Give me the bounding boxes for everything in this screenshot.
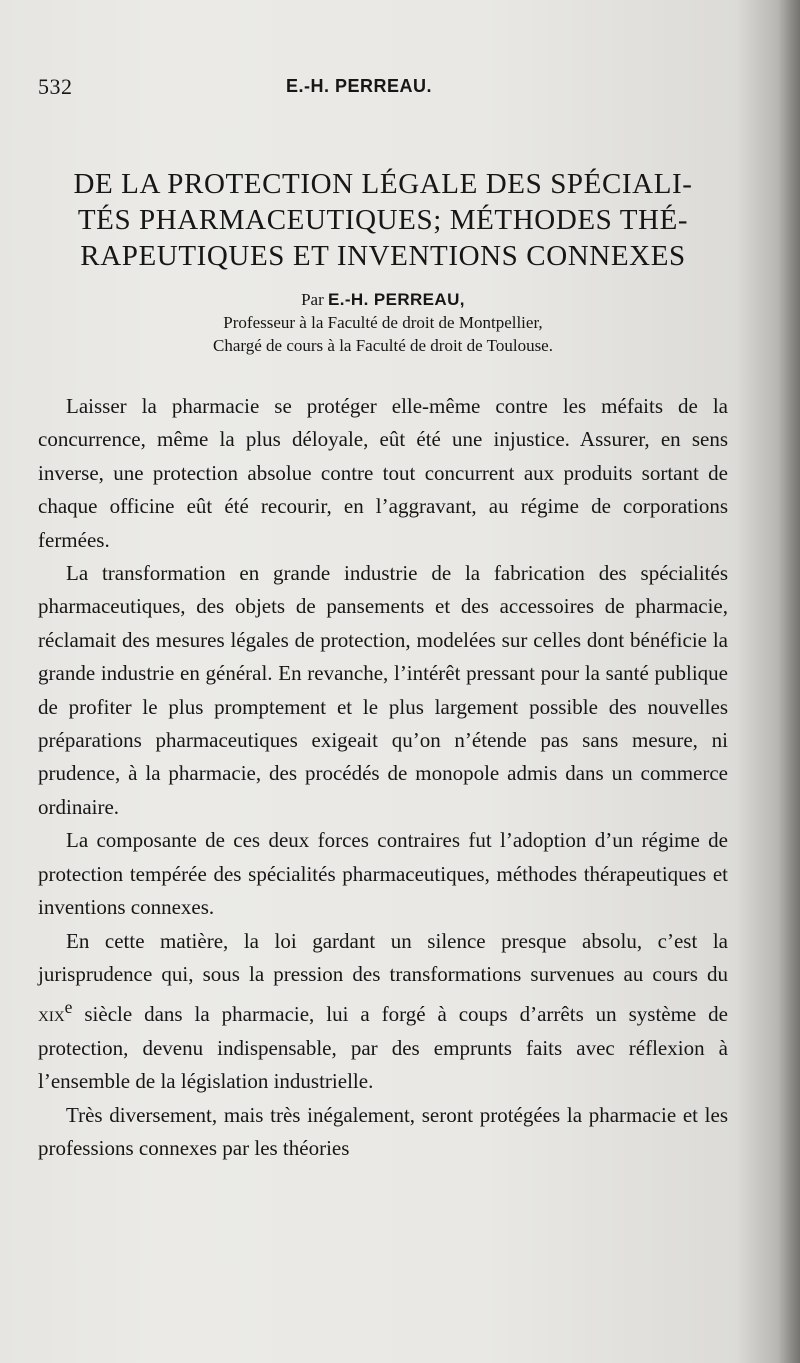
paragraph-text: En cette matière, la loi gardant un silence presque absolu, c’est la jurisprudence qui, sous la pression des transformations survenues au cours du — [38, 928, 728, 986]
running-head — [38, 74, 738, 104]
page-number: 532 — [38, 74, 73, 99]
century-superscript: e — [64, 997, 73, 1018]
author-name: E.-H. PERREAU, — [328, 290, 465, 309]
affiliation-line: Chargé de cours à la Faculté de droit de Toulouse. — [213, 336, 553, 355]
running-title: E.-H. PERREAU. — [286, 76, 433, 96]
paragraph: La composante de ces deux forces contraires fut l’adoption d’un régime de protection tempérée des spécialités pharmaceutiques, méthodes thérapeutiques et inventions connexes. — [38, 828, 728, 920]
century-numeral: xix — [38, 1002, 65, 1027]
paragraph: Laisser la pharmacie se protéger elle-même contre les méfaits de la concurrence, même la plus déloyale, eût été une injustice. Assurer, en sens inverse, une protection absolue contre tout concurrent aux produits sortant de chaque officine eût été recourir, en l’aggravant, au régime de corporations fermées. — [38, 394, 728, 552]
title-line: TÉS PHARMACEUTIQUES; MÉTHODES THÉ- — [77, 204, 689, 236]
body-text — [38, 390, 728, 1165]
author-line — [38, 289, 728, 311]
byline — [38, 289, 728, 357]
paragraph — [38, 925, 728, 1099]
article-title — [38, 166, 728, 274]
paragraph-text: siècle dans la pharmacie, lui a forgé à coups d’arrêts un système de protection, devenu indispensable, par des emprunts faits avec réflexion à l’ensemble de la législation industrielle. — [38, 1002, 728, 1094]
title-line: DE LA PROTECTION LÉGALE DES SPÉCIALI- — [73, 168, 693, 200]
page-edge-shadow — [778, 0, 800, 1363]
byline-prefix: Par — [301, 290, 324, 309]
paragraph: Très diversement, mais très inégalement, seront protégées la pharmacie et les professions connexes par les théories — [38, 1102, 728, 1160]
affiliation-line: Professeur à la Faculté de droit de Montpellier, — [223, 313, 543, 332]
paragraph: La transformation en grande industrie de la fabrication des spécialités pharmaceutiques, des objets de pansements et des accessoires de pharmacie, réclamait des mesures légales de protection, modelées sur celles dont bénéficie la grande industrie en général. En revanche, l’intérêt pressant pour la santé publique de profiter le plus promptement et le plus largement possible des nouvelles préparations pharmaceutiques exigeait qu’on n’étende pas sans mesure, ni prudence, à la pharmacie, des procédés de monopole admis dans un commerce ordinaire. — [38, 561, 728, 819]
title-line: RAPEUTIQUES ET INVENTIONS CONNEXES — [80, 240, 686, 272]
